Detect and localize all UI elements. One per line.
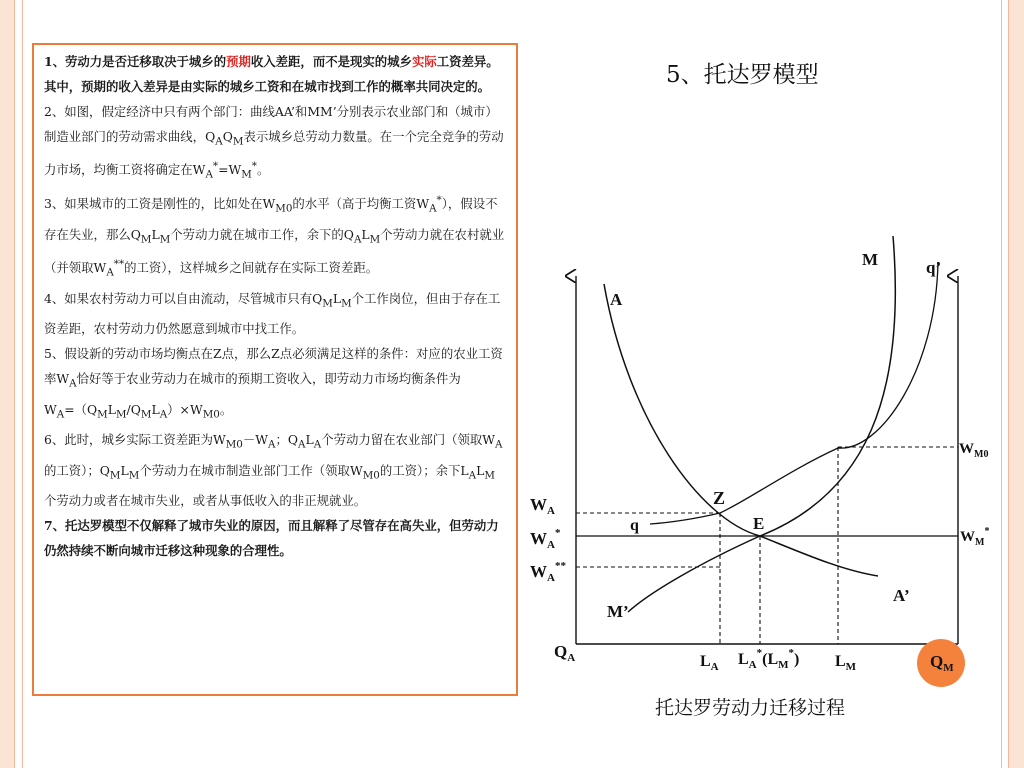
curve-label-m: M — [862, 250, 879, 269]
paragraph-4: 4、如果农村劳动力可以自由流动，尽管城市只有$Q_ML_M$个工作岗位，但由于存在工资差距，农村劳动力仍然愿意到城市中找工作。 — [44, 290, 501, 337]
label-wm0: $W_{M0}$ — [959, 441, 989, 460]
point-label-e: E — [753, 514, 765, 533]
point-label-z: Z — [713, 488, 726, 508]
curve-label-a: A — [610, 290, 623, 309]
paragraph-6: 6、此时，城乡实际工资差距为$W_{M0}-W_A$；$Q_AL_A$个劳动力留在农业部门（领取$W_A$的工资）；$Q_ML_M$个劳动力在城市制造业部门工作（领取$W_{M0}$的工资）；余下$L_AL_M$个劳动力或者在城市失业，或者从事低收入的非正规就业。 — [44, 432, 503, 509]
label-qa: $Q_A$ — [554, 642, 576, 664]
paragraph-1: 1、劳动力是否迁移取决于城乡的预期收入差距，而不是现实的城乡实际工资差异。其中，预期的收入差异是由实际的城乡工资和在城市找到工作的概率共同决定的。 — [44, 54, 499, 94]
label-wa-star: $W_A^*$ — [530, 527, 561, 551]
curve-label-q: q — [630, 517, 639, 534]
curve-label-m-prime: M’ — [607, 602, 629, 621]
label-wm-star: $W_M^*$ — [960, 526, 990, 548]
manufacturing-demand-curve-mm — [628, 236, 895, 612]
slide-title: 5、托达罗模型 — [666, 62, 819, 88]
label-lm: $L_M$ — [835, 653, 857, 673]
paragraph-2: 2、如图，假定经济中只有两个部门：曲线AA’和MM’分别表示农业部门和（城市）制造业部门的劳动需求曲线，$Q_AQ_M$表示城乡总劳动力数量。在一个完全竞争的劳动力市场，均衡工资将确定在$W_A^*=W_M^*$。 — [44, 104, 504, 182]
equilibrium-condition: $W_A=(Q_ML_M/Q_ML_A)\times W_{M0}$。 — [44, 401, 233, 421]
paragraph-5: 5、假设新的劳动市场均衡点在Z点，那么Z点必须满足这样的条件：对应的农业工资率$W_A$恰好等于农业劳动力在城市的预期工资收入，即劳动力市场均衡条件为 — [44, 346, 503, 390]
label-qm: $Q_M$ — [930, 652, 954, 674]
label-wa-double-star: $W_A^{**}$ — [530, 560, 566, 584]
curve-label-q-prime: q’ — [926, 258, 942, 277]
paragraph-3: 3、如果城市的工资是刚性的，比如处在$W_{M0}$的水平（高于均衡工资$W_A^*$），假设不存在失业，那么$Q_ML_M$个劳动力就在城市工作，余下的$Q_AL_M$个劳动力就在农村就业（并领取$W_A^{**}$的工资），这样城乡之间就存在实际工资差距。 — [44, 194, 505, 279]
paragraph-7: 7、托达罗模型不仅解释了城市失业的原因，而且解释了尽管存在高失业，但劳动力仍然持续不断向城市迁移这种现象的合理性。 — [44, 518, 499, 559]
label-la: $L_A$ — [700, 653, 719, 673]
diagram-caption: 托达罗劳动力迁移过程 — [655, 697, 846, 719]
agriculture-demand-curve-aa — [604, 284, 878, 576]
curve-label-a-prime: A’ — [893, 586, 910, 605]
label-wa: $W_A$ — [530, 495, 555, 517]
label-la-star-lm-star: $L_A^*(L_M^*)$ — [738, 647, 800, 671]
